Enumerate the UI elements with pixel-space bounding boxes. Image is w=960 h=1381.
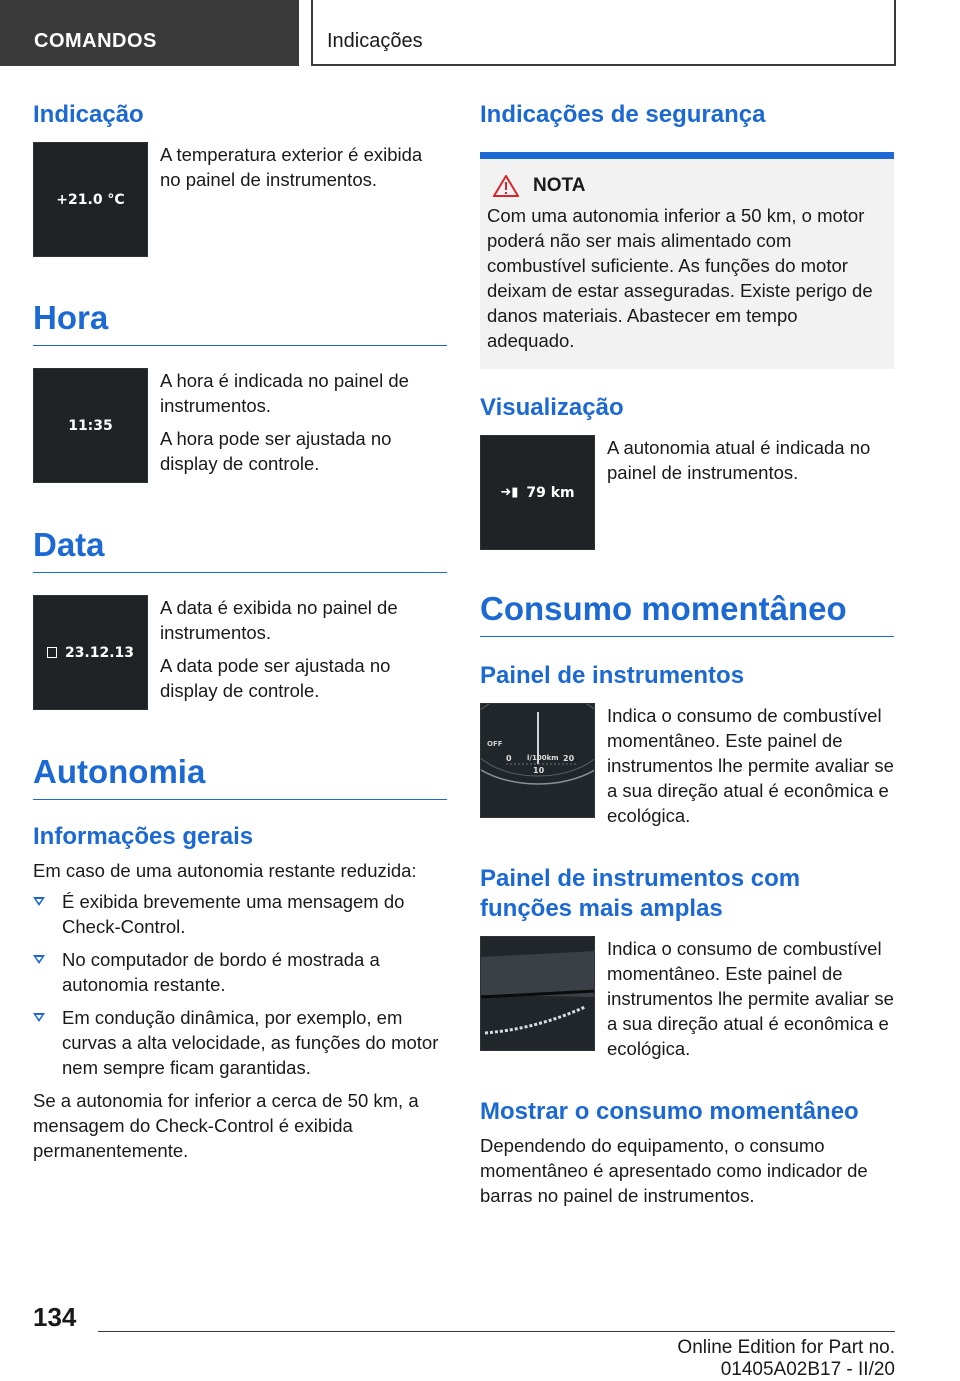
heading-visualizacao: Visualização	[480, 394, 624, 421]
gauge-label-20: 20	[563, 754, 575, 763]
heading-indicacao: Indicação	[33, 101, 144, 128]
heading-hora: Hora	[33, 299, 447, 346]
range-text: A autonomia atual é indicada no painel de instrumentos.	[607, 437, 871, 483]
list-item: Em condução dinâmica, por exemplo, em curvas a alta velocidade, as funções do motor nem sempre ficam garantidas.	[33, 1005, 447, 1080]
heading-consumo: Consumo momentâneo	[480, 590, 894, 637]
temperature-display-image: +21.0 °C	[33, 142, 148, 257]
footer-divider	[98, 1331, 895, 1332]
right-column	[480, 100, 894, 1208]
extended-gauge-image	[480, 936, 595, 1051]
time-text-1: A hora é indicada no painel de instrumentos.	[160, 370, 409, 416]
date-display-image	[33, 595, 148, 710]
temperature-block	[33, 142, 447, 257]
list-item: No computador de bordo é mostrada a autonomia restante.	[33, 947, 447, 997]
heading-seguranca: Indicações de segurança	[480, 101, 766, 128]
edition-text: Online Edition for Part no. 01405A02B17 - II/20	[677, 1337, 895, 1380]
gauge-label-0: 0	[506, 754, 512, 763]
gauge-label-off: OFF	[487, 740, 503, 748]
time-display-image: 11:35	[33, 368, 148, 483]
time-text-2: A hora pode ser ajustada no display de controle.	[160, 428, 392, 474]
heading-informacoes-gerais: Informações gerais	[33, 823, 254, 850]
gauge-label-10: 10	[533, 766, 545, 775]
display-consumption-text: Dependendo do equipamento, o consumo momentâneo é apresentado como indicador de barras no painel de instrumentos.	[480, 1135, 868, 1206]
autonomy-intro: Em caso de uma autonomia restante reduzida:	[33, 860, 417, 881]
page-number: 134	[33, 1302, 77, 1332]
range-display-image	[480, 435, 595, 550]
extended-panel-block	[480, 936, 894, 1069]
date-display-value: 23.12.13	[64, 644, 135, 661]
triangle-bullet-icon	[33, 897, 45, 906]
list-item: É exibida brevemente uma mensagem do Check-Control.	[33, 889, 447, 939]
note-text: Com uma autonomia inferior a 50 km, o motor poderá não ser mais alimentado com combustível suficiente. As funções do motor deixam de estar asseguradas. Existe perigo de danos materiais. Abastecer em tempo adequado.	[487, 205, 873, 351]
triangle-bullet-icon	[33, 1013, 45, 1022]
autonomy-bullet-list	[33, 889, 447, 1080]
calendar-icon	[47, 647, 57, 658]
note-box	[480, 152, 894, 369]
instrument-panel-block	[480, 703, 894, 836]
warning-icon	[493, 175, 519, 197]
page-header	[0, 0, 960, 66]
gauge-label-unit: l/100km	[527, 754, 559, 762]
heading-painel: Painel de instrumentos	[480, 662, 745, 689]
autonomy-closing: Se a autonomia for inferior a cerca de 50 km, a mensagem do Check-Control é exibida permanentemente.	[33, 1090, 419, 1161]
heading-data: Data	[33, 526, 447, 573]
heading-painel-amplo: Painel de instrumentos com funções mais amplas	[480, 865, 801, 922]
left-column	[33, 100, 447, 1163]
range-block	[480, 435, 894, 550]
fuel-pump-icon: ➜▮	[500, 485, 519, 500]
heading-mostrar: Mostrar o consumo momentâneo	[480, 1098, 859, 1125]
date-block	[33, 595, 447, 711]
temperature-text: A temperatura exterior é exibida no painel de instrumentos.	[160, 144, 423, 190]
time-block	[33, 368, 447, 484]
consumption-gauge-image	[480, 703, 595, 818]
instrument-panel-text: Indica o consumo de combustível momentâneo. Este painel de instrumentos lhe permite avaliar se a sua direção atual é econômica e ecológica.	[607, 705, 894, 826]
triangle-bullet-icon	[33, 955, 45, 964]
range-display-value: 79 km	[526, 484, 575, 501]
topic-label: Indicações	[311, 0, 896, 66]
section-label: COMANDOS	[0, 0, 299, 66]
heading-autonomia: Autonomia	[33, 753, 447, 800]
date-text-1: A data é exibida no painel de instrumentos.	[160, 597, 398, 643]
date-text-2: A data pode ser ajustada no display de controle.	[160, 655, 391, 701]
extended-panel-text: Indica o consumo de combustível momentâneo. Este painel de instrumentos lhe permite avaliar se a sua direção atual é econômica e ecológica.	[607, 938, 894, 1059]
note-label: NOTA	[533, 175, 586, 196]
